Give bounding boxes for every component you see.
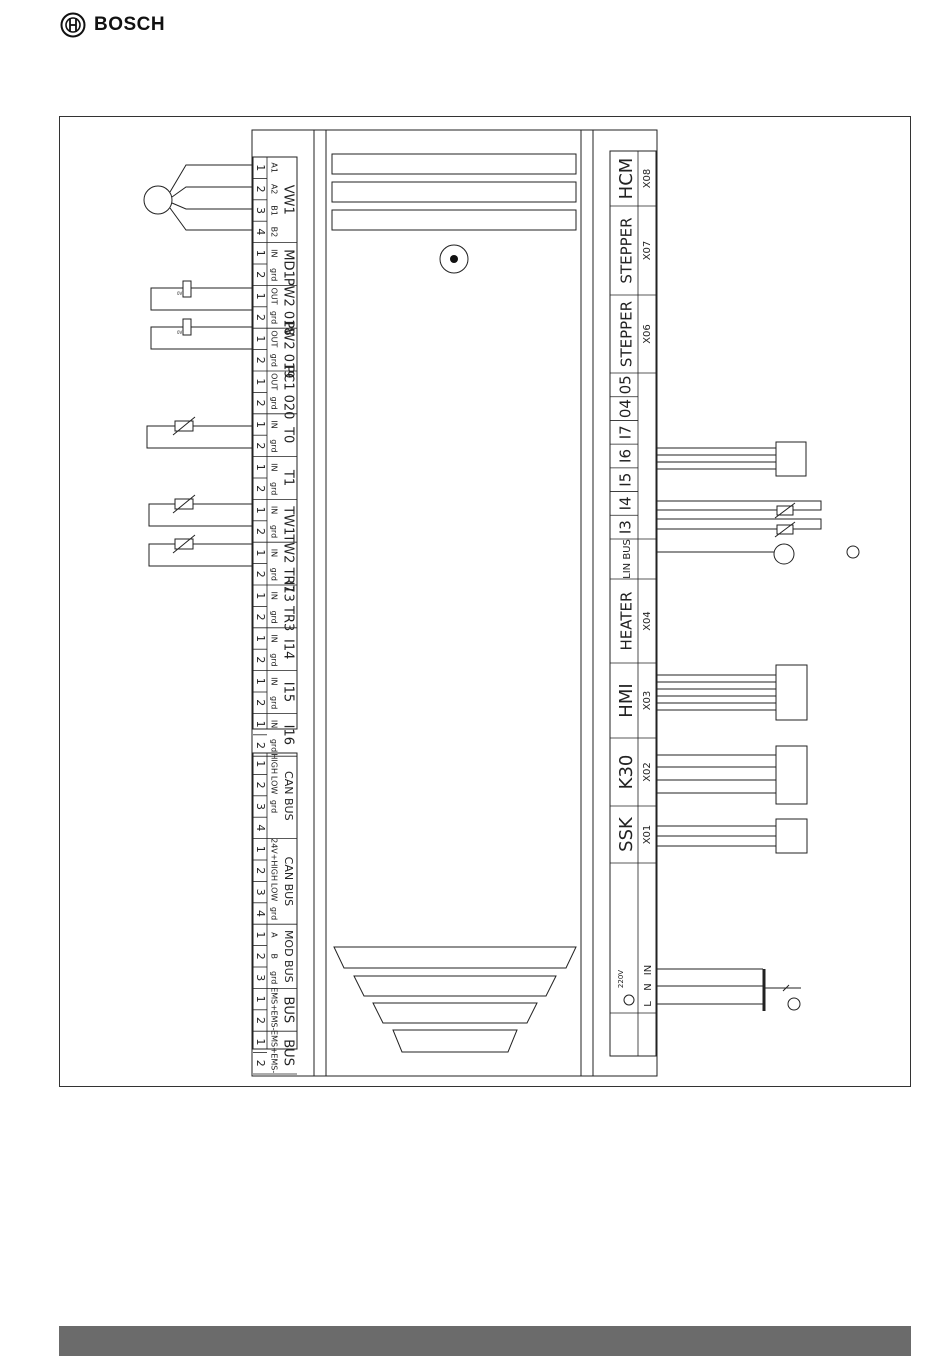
pin-signal-label: A1 [269,162,279,173]
pin-signal-label: grd [269,353,279,367]
pin-number: 2 [254,781,267,789]
pin-signal-label: B2 [269,226,279,238]
pin-signal-label: grd [269,310,279,325]
pin-signal-label: HIGH [269,753,279,774]
connector-code: X04 [642,611,653,631]
pin-number: 2 [254,185,267,193]
pin-number: 2 [254,699,267,707]
terminal-group-title: SSK [616,817,637,852]
terminal-group-title: I13 TR3 [280,581,296,632]
motor-icon [144,186,172,214]
connector-code: X01 [642,824,653,845]
pin-number: 2 [254,399,267,407]
pin-number: 3 [254,803,267,810]
power-icon [624,995,634,1005]
pin-signal-label: grd [269,906,279,921]
pin-number: 1 [254,549,267,557]
pin-signal-label: grd [269,439,279,453]
pin-number: 2 [254,1017,267,1024]
pin-number: 1 [254,463,267,471]
terminal-group-title: MD1 [280,249,296,279]
terminal-group-title: CAN BUS [282,856,295,907]
pin-signal-label: grd [269,610,279,624]
terminal-group-title: TW2 TR7 [280,534,296,593]
svg-text:0V: 0V [177,291,183,296]
pin-number: 3 [254,207,267,214]
connector-shape [373,1003,537,1023]
pin-signal-label: grd [269,696,279,710]
hmi-connector-box [776,665,807,720]
pin-signal-label: IN [269,249,279,258]
connector-code: X02 [642,762,653,782]
terminal-group-title: HMI [616,683,637,718]
pin-number: 1 [254,1038,267,1046]
pin-number: 2 [254,1059,267,1067]
pin-signal-label: grd [269,799,279,814]
wiring-diagram-frame [59,116,911,1087]
pin-number: 1 [254,677,267,685]
pin-signal-label: IN [269,548,279,558]
pwm-signal-icon [183,319,191,335]
pin-signal-label: OUT [269,330,279,348]
pin-number: 3 [254,888,267,896]
terminal-group-title: T0 [280,427,296,444]
ground-marker-icon [847,546,859,558]
pin-signal-label: A2 [269,183,279,195]
pin-number: 2 [254,867,267,875]
pin-signal-label: EMS+ [269,1030,279,1054]
pin-number: 2 [254,356,267,364]
pin-number: 1 [254,292,267,300]
pin-number: 1 [254,760,267,768]
terminal-label: I4 [616,496,635,511]
terminal-group-title: VW1 [280,184,296,215]
display-slot [332,210,576,230]
bosch-logo-icon [60,12,86,38]
terminal-label: I3 [616,520,635,535]
pin-number: 4 [254,228,267,236]
pin-number: 1 [254,249,267,257]
connector-code: X08 [642,168,653,189]
pin-number: 1 [254,421,267,428]
pin-signal-label: IN [269,677,279,686]
terminal-group-title: CAN BUS [282,771,295,821]
pin-signal-label: IN [269,719,279,729]
pin-number: 2 [254,314,267,321]
terminal-group-title: STEPPER [617,300,636,368]
pin-signal-label: IN [269,634,279,643]
pin-number: 1 [254,592,267,600]
pin-signal-label: grd [269,524,279,539]
power-label: IN [643,964,654,976]
terminal-group-title: HCM [616,157,637,200]
page-header [60,10,165,40]
pin-signal-label: grd [269,482,279,496]
terminal-label: 05 [616,375,635,395]
terminal-group-title: MOD BUS [282,929,295,983]
ground-marker-icon [788,998,800,1010]
pin-number: 2 [254,528,267,535]
pin-number: 2 [254,656,267,664]
voltage-label: 220V [617,969,625,989]
pin-number: 1 [254,335,267,343]
pin-number: 2 [254,485,267,493]
sensor-box [776,442,806,476]
pin-number: 2 [254,742,267,749]
pin-signal-label: B [269,953,279,960]
pin-number: 4 [254,910,267,917]
terminal-group-title: STEPPER [617,217,636,284]
display-slot [332,154,576,174]
pin-number: 2 [254,442,267,450]
connector-code: X07 [642,240,653,261]
footer-bar [59,1326,911,1356]
pump-icon [774,544,794,564]
terminal-group-title: PW2 018 [280,277,296,336]
pin-number: 1 [254,995,267,1003]
terminal-group-title: HEATER [617,591,636,651]
pin-signal-label: LOW [269,775,279,795]
terminal-group-title: K30 [616,754,637,790]
connector-shape [334,947,576,968]
pin-number: 4 [254,824,267,832]
pin-signal-label: B1 [269,205,279,216]
pin-number: 2 [254,952,267,960]
pin-signal-label: IN [269,420,279,429]
terminal-group-title: I15 [280,681,296,703]
terminal-label: I5 [616,472,635,487]
pin-signal-label: LOW [269,882,279,902]
pin-number: 1 [254,720,267,728]
pin-signal-label: OUT [269,287,279,305]
terminal-label: I6 [616,449,635,463]
connector-shape [354,976,556,996]
wiring-diagram [60,117,912,1088]
control-board [252,130,657,1076]
pin-number: 1 [254,931,267,939]
connector-shape [393,1030,517,1052]
k30-connector-box [776,746,807,804]
pin-signal-label: grd [269,653,279,667]
pin-number: 1 [254,845,267,853]
pin-signal-label: EMS+ [269,987,279,1011]
pin-signal-label: IN [269,505,279,515]
pin-signal-label: HIGH [269,860,279,881]
terminal-group-title: BUS [280,1039,296,1066]
pin-number: 2 [254,570,267,578]
terminal-group-title: I16 [280,724,296,745]
power-label: N [643,983,654,991]
pin-signal-label: IN [269,591,279,600]
ssk-connector-box [776,819,807,853]
pin-signal-label: A [269,932,279,938]
pin-number: 2 [254,613,267,621]
terminal-label: I7 [616,425,635,440]
brand-name: BOSCH [94,14,166,35]
pin-signal-label: EMS- [269,1010,279,1031]
terminal-group-title: I14 [280,639,296,660]
svg-text:0V: 0V [177,330,183,335]
pin-signal-label: OUT [269,373,279,391]
pin-signal-label: grd [269,738,279,753]
pwm-signal-icon [183,281,191,297]
pin-number: 1 [254,378,267,386]
terminal-group-title: TW1 [280,506,296,536]
terminal-group-title: PC1 020 [280,365,296,420]
power-label: L [643,1001,654,1007]
terminal-group-title: PW2 019 [280,320,296,379]
connector-code: X03 [642,690,653,711]
terminal-group-title: T1 [280,469,296,487]
pin-signal-label: grd [269,971,279,985]
pin-signal-label: grd [269,567,279,581]
pin-number: 3 [254,974,267,982]
pin-number: 1 [254,635,267,642]
pin-signal-label: grd [269,396,279,410]
terminal-label: 04 [616,399,635,419]
pin-number: 1 [254,164,267,172]
terminal-group-title: BUS [280,996,296,1024]
pin-signal-label: IN [269,463,279,472]
pin-signal-label: grd [269,268,279,282]
pin-number: 2 [254,271,267,279]
pin-signal-label: EMS- [269,1053,279,1074]
terminal-group-title: LIN BUS [622,539,633,579]
display-slot [332,182,576,202]
pin-number: 1 [254,506,267,514]
pin-signal-label: 24V+ [269,838,279,861]
connector-code: X06 [642,324,653,344]
